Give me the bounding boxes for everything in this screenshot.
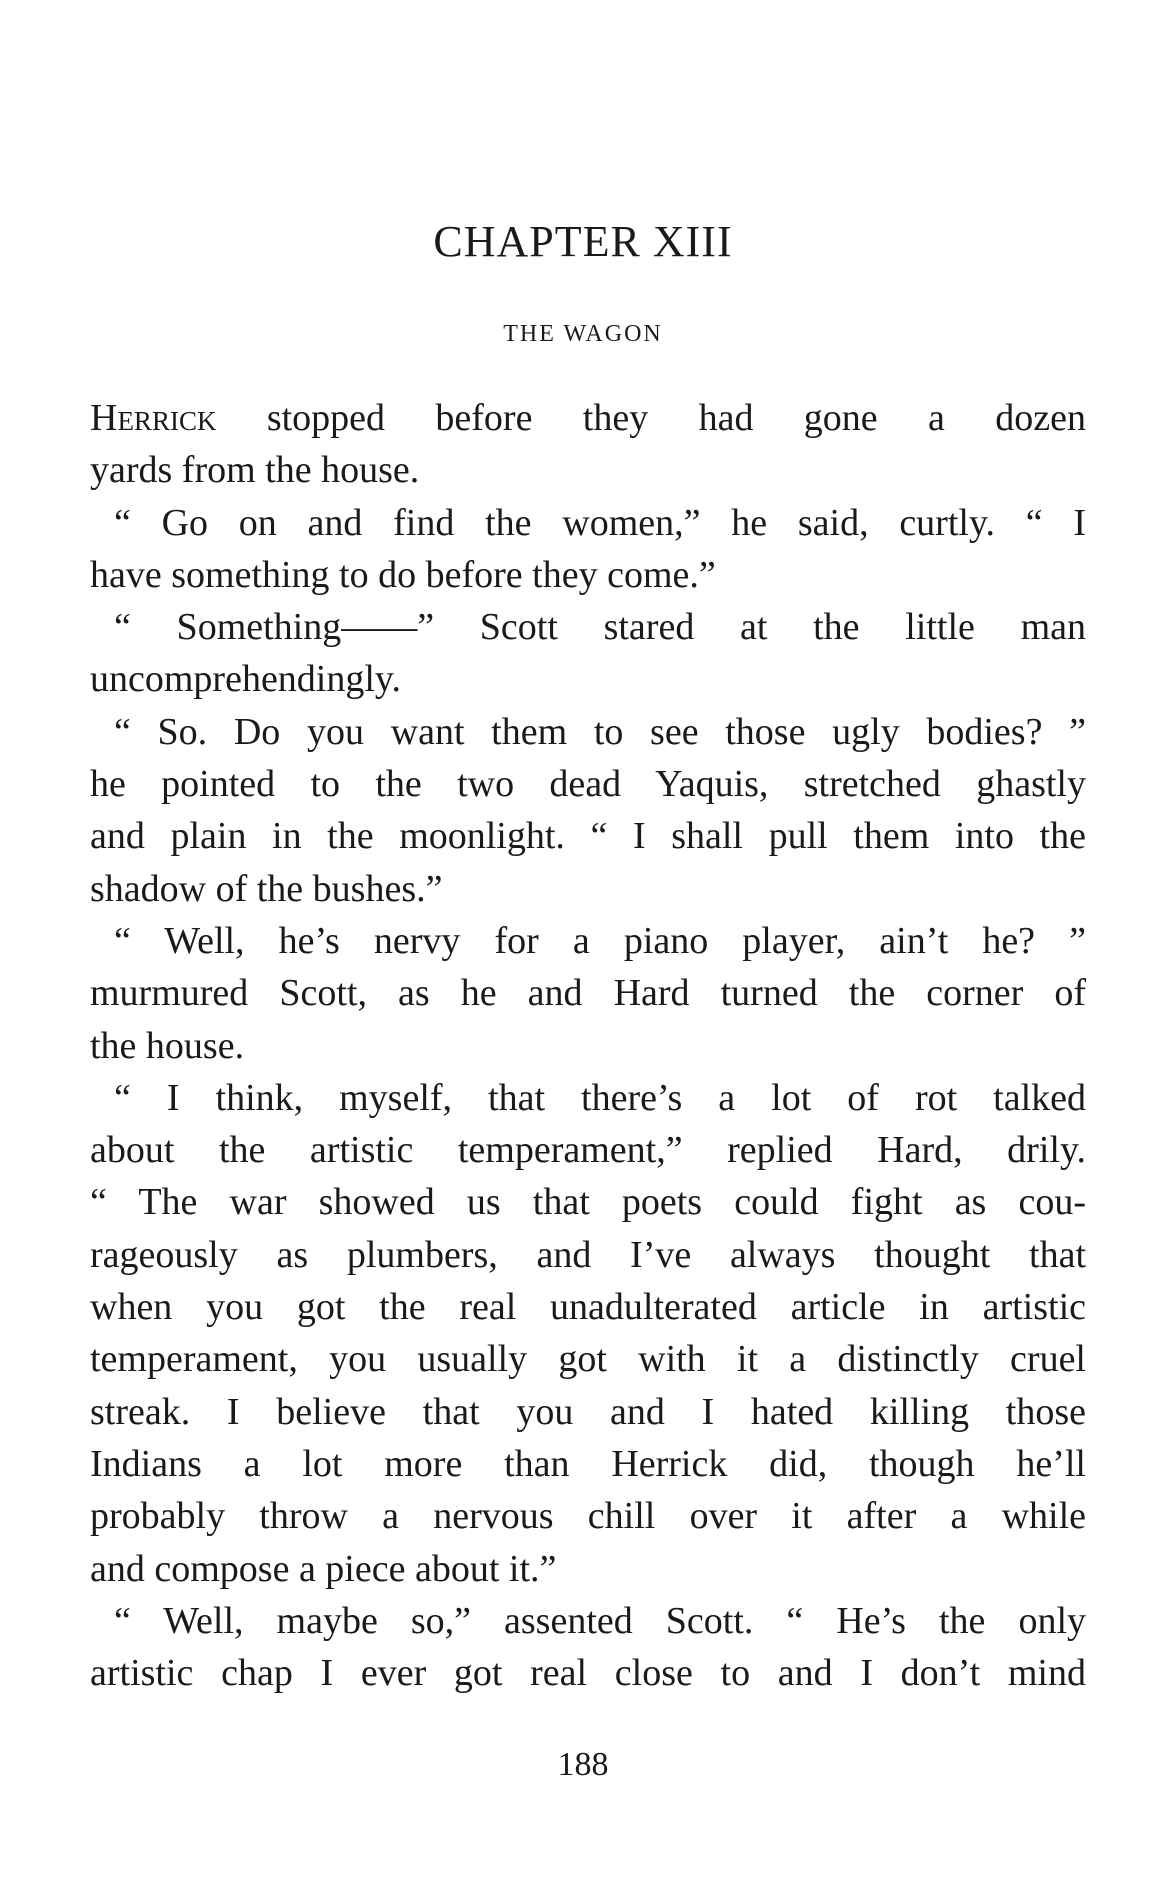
text-line: have something to do before they come.” [90,553,716,596]
page-number: 188 [557,1746,609,1783]
text-line: yards from the house. [90,449,420,492]
text-line: murmured Scott, as he and Hard turned the corner of [90,972,1086,1015]
text-line: and compose a piece about it.” [90,1547,557,1590]
text-line: uncomprehendingly. [90,658,401,701]
text-line: probably throw a nervous chill over it after a while [90,1495,1086,1538]
text-line: streak. I believe that you and I hated killing those [90,1390,1086,1433]
text-line: shadow of the bushes.” [90,867,443,910]
text-line: when you got the real unadulterated article in artistic [90,1286,1086,1329]
text-line: rageously as plumbers, and I’ve always thought that [90,1233,1086,1276]
text-line: he pointed to the two dead Yaquis, stretched ghastly [90,763,1086,806]
text-line: and plain in the moonlight. “ I shall pull them into the [90,815,1086,858]
body-text [90,392,1086,1699]
chapter-subtitle: THE WAGON [503,321,663,347]
text-line: “ Go on and find the women,” he said, curtly. “ I [114,501,1086,544]
text-line: “ Well, maybe so,” assented Scott. “ He’s the only [114,1599,1086,1642]
text-line: “ I think, myself, that there’s a lot of rot talked [114,1076,1086,1119]
text-line: “ So. Do you want them to see those ugly bodies? ” [114,710,1086,753]
text-line: about the artistic temperament,” replied Hard, drily. [90,1129,1086,1172]
text-line: artistic chap I ever got real close to and I don’t mind [90,1652,1086,1695]
text-line: “ Well, he’s nervy for a piano player, ain’t he? ” [114,919,1086,962]
drop-lead-word: Herrick [90,397,217,439]
text-line: “ Something——” Scott stared at the little man [114,606,1086,649]
text-line: Indians a lot more than Herrick did, though he’ll [90,1442,1086,1485]
chapter-heading: CHAPTER XIII [433,217,733,266]
text-line: the house. [90,1024,245,1067]
text-line: temperament, you usually got with it a distinctly cruel [90,1338,1086,1381]
text-line-content: stopped before they had gone a dozen [216,397,1086,439]
text-line [90,392,1086,444]
text-line: “ The war showed us that poets could fight as cou- [90,1181,1086,1224]
